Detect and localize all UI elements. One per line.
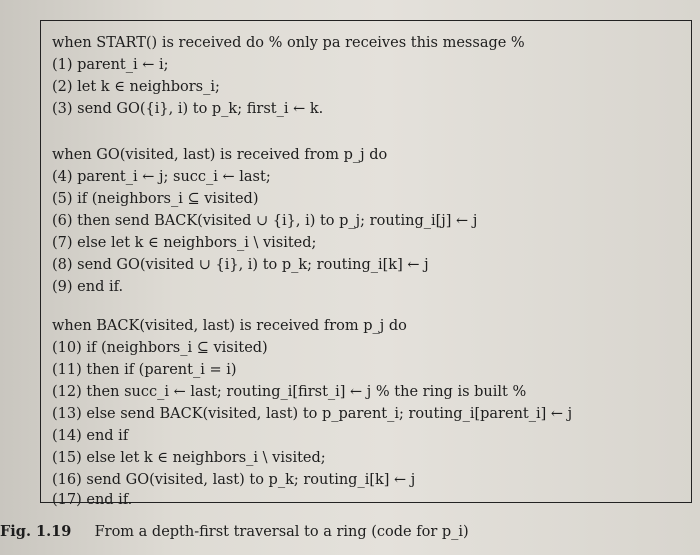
code-line-10: (10) if (neighbors_i ⊆ visited) [52, 340, 268, 356]
code-line-3: (3) send GO({i}, i) to p_k; first_i ← k. [52, 101, 324, 117]
code-line-2: (2) let k ∈ neighbors_i; [52, 79, 220, 95]
code-line-1: (1) parent_i ← i; [52, 57, 169, 73]
code-line-4: (4) parent_i ← j; succ_i ← last; [52, 169, 271, 185]
code-line-6: (6) then send BACK(visited ∪ {i}, i) to p_j; routing_i[j] ← j [52, 213, 478, 229]
code-line-16: (16) send GO(visited, last) to p_k; routing_i[k] ← j [52, 472, 416, 488]
code-line-11: (11) then if (parent_i = i) [52, 362, 237, 378]
code-line-14: (14) end if [52, 428, 129, 444]
code-line-7: (7) else let k ∈ neighbors_i \ visited; [52, 235, 317, 251]
code-line-9: (9) end if. [52, 279, 124, 295]
start-handler-header: when START() is received do % only pa receives this message % [52, 35, 525, 51]
code-line-15: (15) else let k ∈ neighbors_i \ visited; [52, 450, 326, 466]
figure-caption [0, 523, 700, 540]
back-handler-header: when BACK(visited, last) is received from p_j do [52, 318, 407, 334]
figure-caption-text: From a depth-first traversal to a ring (code for p_i) [94, 524, 469, 540]
code-line-17: (17) end if. [52, 492, 133, 508]
code-line-12: (12) then succ_i ← last; routing_i[first_i] ← j % the ring is built % [52, 384, 527, 400]
figure-label: Fig. 1.19 [0, 523, 72, 540]
go-handler-header: when GO(visited, last) is received from p_j do [52, 147, 388, 163]
code-line-5: (5) if (neighbors_i ⊆ visited) [52, 191, 259, 207]
code-line-13: (13) else send BACK(visited, last) to p_parent_i; routing_i[parent_i] ← j [52, 406, 573, 422]
code-line-8: (8) send GO(visited ∪ {i}, i) to p_k; routing_i[k] ← j [52, 257, 429, 273]
